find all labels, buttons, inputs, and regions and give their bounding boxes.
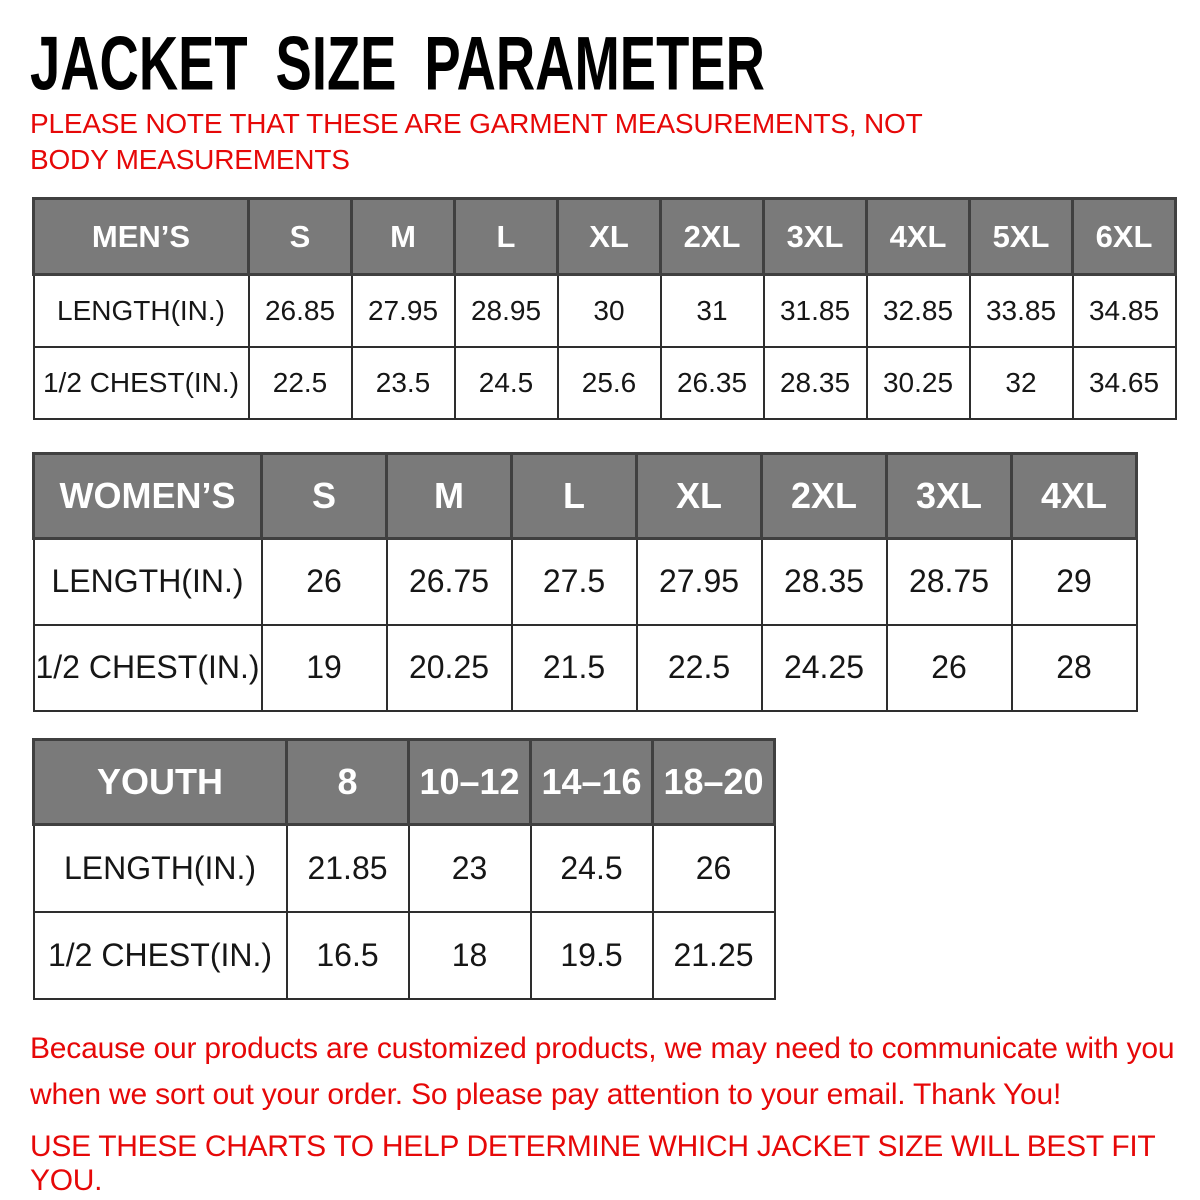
mens-size-header: M bbox=[352, 199, 455, 275]
womens-table-row bbox=[34, 625, 1137, 711]
mens-size-header: 2XL bbox=[661, 199, 764, 275]
measurement-value-cell: 18 bbox=[409, 912, 531, 999]
youth-size-header: 18–20 bbox=[653, 740, 775, 825]
measurement-value-cell: 27.5 bbox=[512, 539, 637, 625]
mens-size-header: L bbox=[455, 199, 558, 275]
youth-table-row bbox=[34, 825, 775, 912]
measurement-value-cell: 28.75 bbox=[887, 539, 1012, 625]
chart-usage-instruction: USE THESE CHARTS TO HELP DETERMINE WHICH JACKET SIZE WILL BEST FIT YOU. bbox=[30, 1130, 1155, 1197]
youth-size-header: 14–16 bbox=[531, 740, 653, 825]
womens-size-header: 4XL bbox=[1012, 454, 1137, 539]
youth-size-table bbox=[32, 738, 776, 1000]
measurement-value-cell: 20.25 bbox=[387, 625, 512, 711]
measurement-value-cell: 27.95 bbox=[637, 539, 762, 625]
measurement-value-cell: 26 bbox=[887, 625, 1012, 711]
measurement-value-cell: 26.35 bbox=[661, 347, 764, 419]
measurement-value-cell: 19 bbox=[262, 625, 387, 711]
row-label-cell: 1/2 CHEST(IN.) bbox=[34, 912, 287, 999]
mens-table-row bbox=[34, 275, 1176, 347]
mens-size-header: 5XL bbox=[970, 199, 1073, 275]
measurement-value-cell: 32 bbox=[970, 347, 1073, 419]
mens-size-header: 6XL bbox=[1073, 199, 1176, 275]
measurement-value-cell: 19.5 bbox=[531, 912, 653, 999]
mens-size-header: XL bbox=[558, 199, 661, 275]
womens-header-row bbox=[34, 454, 1137, 539]
measurement-value-cell: 23.5 bbox=[352, 347, 455, 419]
mens-header-row bbox=[34, 199, 1176, 275]
measurement-value-cell: 23 bbox=[409, 825, 531, 912]
measurement-value-cell: 30 bbox=[558, 275, 661, 347]
row-label-cell: 1/2 CHEST(IN.) bbox=[34, 347, 249, 419]
row-label-cell: LENGTH(IN.) bbox=[34, 539, 262, 625]
womens-table bbox=[32, 452, 1138, 712]
womens-size-header: 2XL bbox=[762, 454, 887, 539]
measurement-value-cell: 30.25 bbox=[867, 347, 970, 419]
mens-size-header: 3XL bbox=[764, 199, 867, 275]
measurement-value-cell: 28.95 bbox=[455, 275, 558, 347]
womens-size-table bbox=[32, 452, 1138, 712]
youth-table bbox=[32, 738, 776, 1000]
row-label-cell: LENGTH(IN.) bbox=[34, 275, 249, 347]
measurement-value-cell: 21.25 bbox=[653, 912, 775, 999]
measurement-value-cell: 22.5 bbox=[637, 625, 762, 711]
youth-size-header: 10–12 bbox=[409, 740, 531, 825]
measurement-value-cell: 26 bbox=[262, 539, 387, 625]
measurement-value-cell: 27.95 bbox=[352, 275, 455, 347]
womens-size-header: M bbox=[387, 454, 512, 539]
garment-measurement-note: PLEASE NOTE THAT THESE ARE GARMENT MEASUREMENTS, NOT BODY MEASUREMENTS bbox=[30, 108, 923, 175]
measurement-value-cell: 26.85 bbox=[249, 275, 352, 347]
measurement-value-cell: 34.85 bbox=[1073, 275, 1176, 347]
measurement-value-cell: 21.85 bbox=[287, 825, 409, 912]
measurement-value-cell: 24.5 bbox=[455, 347, 558, 419]
measurement-value-cell: 24.25 bbox=[762, 625, 887, 711]
measurement-value-cell: 28.35 bbox=[762, 539, 887, 625]
youth-category-header: YOUTH bbox=[34, 740, 287, 825]
youth-size-header: 8 bbox=[287, 740, 409, 825]
measurement-value-cell: 25.6 bbox=[558, 347, 661, 419]
womens-table-row bbox=[34, 539, 1137, 625]
mens-size-header: 4XL bbox=[867, 199, 970, 275]
measurement-value-cell: 28.35 bbox=[764, 347, 867, 419]
customization-notice: Because our products are customized products, we may need to communicate with you when we sort out your order. So please pay attention to your email. Thank You! bbox=[30, 1032, 1175, 1111]
measurement-value-cell: 24.5 bbox=[531, 825, 653, 912]
mens-table-row bbox=[34, 347, 1176, 419]
measurement-value-cell: 26.75 bbox=[387, 539, 512, 625]
womens-size-header: XL bbox=[637, 454, 762, 539]
measurement-value-cell: 32.85 bbox=[867, 275, 970, 347]
measurement-value-cell: 28 bbox=[1012, 625, 1137, 711]
measurement-value-cell: 29 bbox=[1012, 539, 1137, 625]
mens-table bbox=[32, 197, 1177, 420]
measurement-value-cell: 34.65 bbox=[1073, 347, 1176, 419]
mens-category-header: MEN’S bbox=[34, 199, 249, 275]
measurement-value-cell: 22.5 bbox=[249, 347, 352, 419]
measurement-value-cell: 33.85 bbox=[970, 275, 1073, 347]
measurement-value-cell: 16.5 bbox=[287, 912, 409, 999]
measurement-value-cell: 26 bbox=[653, 825, 775, 912]
youth-header-row bbox=[34, 740, 775, 825]
measurement-value-cell: 31 bbox=[661, 275, 764, 347]
youth-table-row bbox=[34, 912, 775, 999]
womens-size-header: S bbox=[262, 454, 387, 539]
page-title: JACKET SIZE PARAMETER bbox=[30, 21, 765, 107]
row-label-cell: LENGTH(IN.) bbox=[34, 825, 287, 912]
womens-category-header: WOMEN’S bbox=[34, 454, 262, 539]
mens-size-header: S bbox=[249, 199, 352, 275]
measurement-value-cell: 21.5 bbox=[512, 625, 637, 711]
row-label-cell: 1/2 CHEST(IN.) bbox=[34, 625, 262, 711]
womens-size-header: 3XL bbox=[887, 454, 1012, 539]
measurement-value-cell: 31.85 bbox=[764, 275, 867, 347]
mens-size-table bbox=[32, 197, 1177, 420]
womens-size-header: L bbox=[512, 454, 637, 539]
